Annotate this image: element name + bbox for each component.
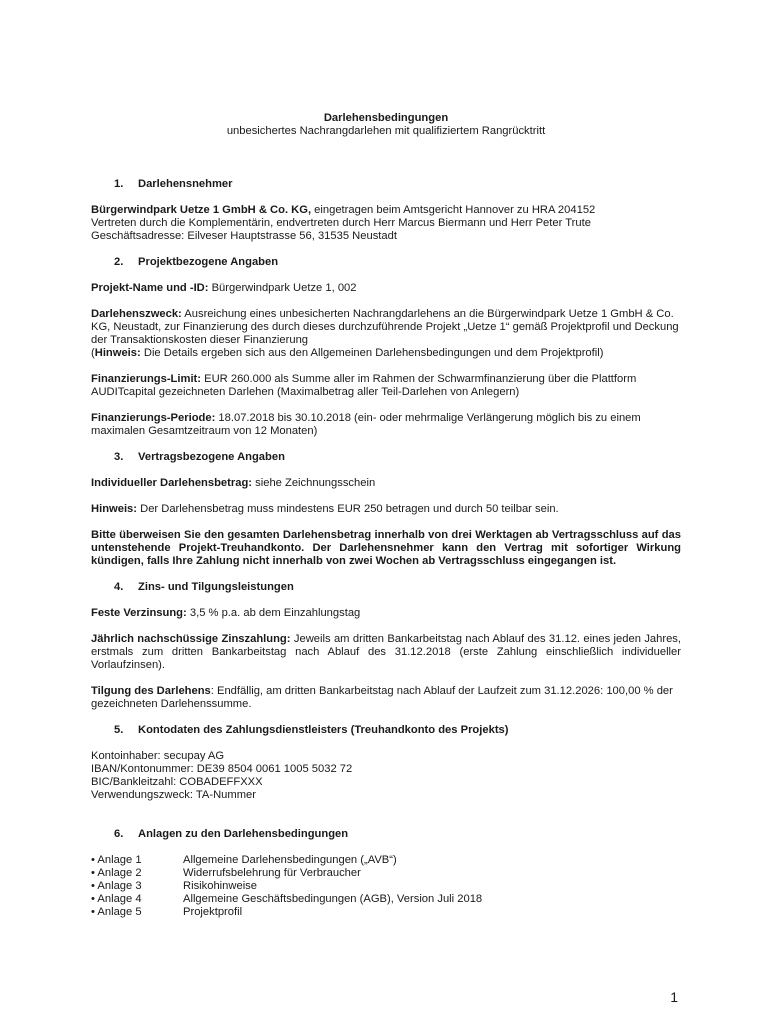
- field-value: 18.07.2018 bis 30.10.2018 (ein- oder mehrmalige Verlängerung möglich bis zu einem maximalen Gesamtzeitraum von 12 Monaten): [91, 412, 641, 437]
- list-item: [91, 854, 681, 867]
- project-name-paragraph: [91, 282, 681, 295]
- section-title: Zins- und Tilgungsleistungen: [138, 581, 294, 593]
- section-title: Darlehensnehmer: [138, 178, 233, 190]
- paren-open: (: [91, 347, 95, 359]
- annex-label: • Anlage 4: [91, 893, 142, 905]
- section-title: Projektbezogene Angaben: [138, 256, 279, 268]
- page-number: 1: [670, 989, 678, 1005]
- interest-rate-paragraph: [91, 607, 681, 620]
- section-4-heading: [91, 581, 681, 594]
- section-number: 4.: [114, 581, 124, 593]
- section-title: Vertragsbezogene Angaben: [138, 451, 285, 463]
- field-value: 3,5 % p.a. ab dem Einzahlungstag: [186, 607, 361, 619]
- section-number: 6.: [114, 828, 124, 840]
- bic: BIC/Bankleitzahl: COBADEFFXXX: [91, 776, 263, 788]
- annex-description: Risikohinweise: [183, 880, 257, 892]
- field-label: Tilgung des Darlehens: [91, 685, 211, 697]
- section-title: Anlagen zu den Darlehensbedingungen: [138, 828, 349, 840]
- company-registration: eingetragen beim Amtsgericht Hannover zu HRA 204152: [311, 204, 596, 216]
- field-label: Projekt-Name und -ID:: [91, 282, 209, 294]
- loan-amount-paragraph: [91, 477, 681, 490]
- document-subtitle: unbesichertes Nachrangdarlehen mit qualifiziertem Rangrücktritt: [226, 125, 546, 137]
- note-value: Die Details ergeben sich aus den Allgemeinen Darlehensbedingungen und dem Projektprofil): [140, 347, 604, 359]
- borrower-info: [91, 204, 681, 243]
- field-value: siehe Zeichnungsschein: [252, 477, 376, 489]
- payment-instruction: Bitte überweisen Sie den gesamten Darlehensbetrag innerhalb von drei Werktagen ab Vertragsschluss auf das untenstehende Projekt-Treuhandkonto. Der Darlehensnehmer kann den Vertrag mit sofortiger Wirkung kündigen, falls Ihre Zahlung nicht innerhalb von zwei Wochen ab Vertragsschluss eingegangen ist.: [91, 529, 681, 567]
- list-item: [91, 880, 681, 893]
- note-label: Hinweis:: [94, 347, 141, 359]
- company-name: Bürgerwindpark Uetze 1 GmbH & Co. KG,: [91, 204, 312, 216]
- payment-reference: Verwendungszweck: TA-Nummer: [91, 789, 256, 801]
- section-2-heading: [91, 256, 681, 269]
- field-label: Individueller Darlehensbetrag:: [91, 477, 253, 489]
- annex-label: • Anlage 2: [91, 867, 142, 879]
- section-number: 5.: [114, 724, 124, 736]
- field-label: Jährlich nachschüssige Zinszahlung:: [91, 633, 291, 645]
- field-value: Bürgerwindpark Uetze 1, 002: [208, 282, 357, 294]
- financing-limit-paragraph: [91, 373, 681, 399]
- annex-list: [91, 854, 681, 919]
- section-number: 3.: [114, 451, 124, 463]
- section-5-heading: [91, 724, 681, 737]
- iban: IBAN/Kontonummer: DE39 8504 0061 1005 5032 72: [91, 763, 353, 775]
- list-item: [91, 867, 681, 880]
- section-3-heading: [91, 451, 681, 464]
- bank-details: [91, 750, 681, 802]
- field-label: Finanzierungs-Periode:: [91, 412, 216, 424]
- section-number: 2.: [114, 256, 124, 268]
- section-title: Kontodaten des Zahlungsdienstleisters (Treuhandkonto des Projekts): [138, 724, 509, 736]
- representation: Vertreten durch die Komplementärin, endvertreten durch Herr Marcus Biermann und Herr Peter Trute: [91, 217, 591, 229]
- loan-purpose-paragraph: [91, 308, 681, 360]
- section-1-heading: [91, 178, 681, 191]
- field-label: Darlehenszweck:: [91, 308, 182, 320]
- interest-payment-paragraph: [91, 633, 681, 672]
- annex-label: • Anlage 5: [91, 906, 142, 918]
- account-holder: Kontoinhaber: secupay AG: [91, 750, 225, 762]
- annex-label: • Anlage 3: [91, 880, 142, 892]
- title-block: [91, 112, 681, 138]
- repayment-paragraph: [91, 685, 681, 711]
- note-value: Der Darlehensbetrag muss mindestens EUR 250 betragen und durch 50 teilbar sein.: [137, 503, 559, 515]
- amount-note-paragraph: [91, 503, 681, 516]
- list-item: [91, 893, 681, 906]
- annex-description: Widerrufsbelehrung für Verbraucher: [183, 867, 361, 879]
- field-label: Finanzierungs-Limit:: [91, 373, 202, 385]
- business-address: Geschäftsadresse: Eilveser Hauptstrasse 56, 31535 Neustadt: [91, 230, 397, 242]
- financing-period-paragraph: [91, 412, 681, 438]
- field-value: Jeweils am dritten Bankarbeitstag nach Ablauf des 31.12. eines jeden Jahres, erstmals zum dritten Bankarbeitstag nach Ablauf des 31.12.2018 (erste Zahlung einschließlich individueller Vorlaufzinsen).: [91, 633, 682, 671]
- list-item: [91, 906, 681, 919]
- note-label: Hinweis:: [91, 503, 138, 515]
- section-number: 1.: [114, 178, 124, 190]
- annex-description: Allgemeine Geschäftsbedingungen (AGB), Version Juli 2018: [183, 893, 483, 905]
- field-value: EUR 260.000 als Summe aller im Rahmen der Schwarmfinanzierung über die Plattform AUDITcapital gezeichneten Darlehen (Maximalbetrag aller Teil-Darlehen von Anlegern): [91, 373, 637, 398]
- field-value: Ausreichung eines unbesicherten Nachrangdarlehens an die Bürgerwindpark Uetze 1 GmbH & Co. KG, Neustadt, zur Finanzierung des durch dieses durchzuführende Projekt „Uetze 1“ gemäß Projektprofil und Deckung der Transaktionskosten dieser Finanzierung: [91, 308, 679, 346]
- document-page: [91, 112, 681, 919]
- annex-description: Projektprofil: [183, 906, 243, 918]
- annex-description: Allgemeine Darlehensbedingungen („AVB“): [183, 854, 397, 866]
- field-value: : Endfällig, am dritten Bankarbeitstag nach Ablauf der Laufzeit zum 31.12.2026: 100,00 % der gezeichneten Darlehenssumme.: [91, 685, 673, 710]
- section-6-heading: [91, 828, 681, 841]
- document-title: Darlehensbedingungen: [323, 112, 449, 124]
- annex-label: • Anlage 1: [91, 854, 142, 866]
- field-label: Feste Verzinsung:: [91, 607, 187, 619]
